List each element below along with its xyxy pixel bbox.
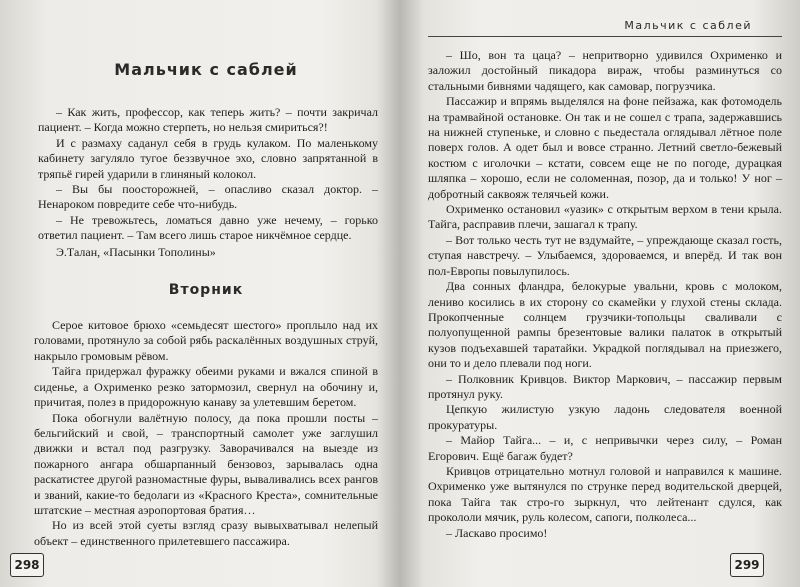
epigraph-paragraph: – Не тревожьтесь, ломаться давно уже нечему, – горько ответил пациент. – Там всего лишь старое никчёмное сердце. bbox=[38, 212, 378, 243]
body-paragraph: Серое китовое брюхо «семьдесят шестого» проплыло над их головами, протянуло за собой рябь раскалённых воздушных струй, накрыло громовым рёвом. bbox=[34, 318, 378, 363]
body-paragraph: – Майор Тайга... – и, с непривычки через силу, – Роман Егорович. Ещё багаж будет? bbox=[428, 433, 782, 463]
running-head-title: Мальчик с саблей bbox=[618, 19, 752, 32]
running-head bbox=[428, 8, 782, 37]
chapter-title: Мальчик с саблей bbox=[114, 60, 298, 79]
epigraph-paragraph: – Вы бы поосторожней, – опасливо сказал доктор. – Ненароком повредите себе что-нибудь. bbox=[38, 182, 378, 212]
epigraph bbox=[34, 105, 378, 260]
page-number: 298 bbox=[10, 553, 44, 577]
right-page bbox=[400, 0, 800, 587]
section-title: Вторник bbox=[168, 282, 244, 299]
page-number: 299 bbox=[730, 553, 764, 577]
body-paragraph: Пассажир и впрямь выделялся на фоне пейзажа, как фотомодель на трамвайной остановке. Он так и не сошел с трапа, задержавшись на нижней ступеньке, и словно с пьедестала оглядывал лётное поле поверх голов. А одет был и вовсе странно. Летний светло-бежевый костюм с иголочки – кстати, совсем еще не по погоде, дурацкая шляпка – хорошо, если не соломенная, позор, да и только! У ног – добротный саквояж телячьей кожи. bbox=[428, 94, 782, 201]
body-paragraph: Но из всей этой суеты взгляд сразу вывыхватывал нелепый объект – единственного прилетевшего пассажира. bbox=[34, 518, 378, 548]
body-paragraph: Охрименко остановил «уазик» с открытым верхом в тени крыла. Тайга, расправив плечи, зашагал к трапу. bbox=[428, 202, 782, 232]
body-paragraph: – Ласкаво просимо! bbox=[446, 525, 548, 540]
body-paragraph: Тайга придержал фуражку обеими руками и вжался спиной в сиденье, а Охрименко резко затормозил, свернул на обочину и, причитая, полез в придорожную канаву за улетевшим беретом. bbox=[34, 364, 378, 410]
body-paragraph: – Шо, вон та цаца? – непритворно удивился Охрименко и заложил достойный пикадора вираж, чтобы разминуться со стальными бивнями чадящего, как самовар, погрузчика. bbox=[428, 48, 782, 93]
body-paragraph: – Вот только честь тут не вздумайте, – упреждающе сказал гость, ступая навстречу. – Улыбаемся, здороваемся, и вперёд. И так вон пол-Европы повылупилось. bbox=[428, 232, 782, 278]
epigraph-source: Э.Талан, «Пасынки Тополины» bbox=[56, 244, 216, 259]
body-paragraph: Пока обогнули валётную полосу, да пока прошли посты – бельгийский и свой, – транспортный самолет уже заглушил движки и встал под разгрузку. Заворачивался на выезде из пожарного ангара обшарпанный бензовоз, зарывалась одна раскатистее другой разномастные фуры, вываливались всех рангов и званий, какие-то бедолаги из «Красного Креста», сомнительные штатские – местная аэропортовая братия… bbox=[34, 410, 378, 517]
body-paragraph: Два сонных фландра, белокурые увальни, кровь с молоком, лениво косились в их сторону со скамейки у глухой стены склада. Прокопченные солнцем грузчики-топольцы сваливали с полуопущенной рампы брезентовые валики палаток в открытый кузов подъехавшей таратайки. Украдкой поглядывал на приезжего, они то и дело плевали под ноги. bbox=[428, 279, 782, 371]
right-page-body bbox=[428, 48, 782, 541]
epigraph-paragraph: И с размаху саданул себя в грудь кулаком. По маленькому кабинету загуляло тугое беззвучное эхо, словно запрятанной в тряпьё гирей ударили в глиняный колокол. bbox=[38, 135, 378, 181]
body-paragraph: Цепкую жилистую узкую ладонь следователя военной прокуратуры. bbox=[428, 402, 782, 432]
body-paragraph: – Полковник Кривцов. Виктор Маркович, – пассажир первым протянул руку. bbox=[428, 371, 782, 401]
epigraph-paragraph: – Как жить, профессор, как теперь жить? – почти закричал пациент. – Когда можно стерпеть, но нельзя смириться?! bbox=[38, 105, 378, 135]
body-paragraph: Кривцов отрицательно мотнул головой и направился к машине. Охрименко уже вытянулся по струнке перед водительской дверцей, пока Тайга так стро-го зыркнул, что лейтенант сдулся, как прокололи мячик, руль колесом, сапоги, полколеса... bbox=[428, 463, 782, 525]
